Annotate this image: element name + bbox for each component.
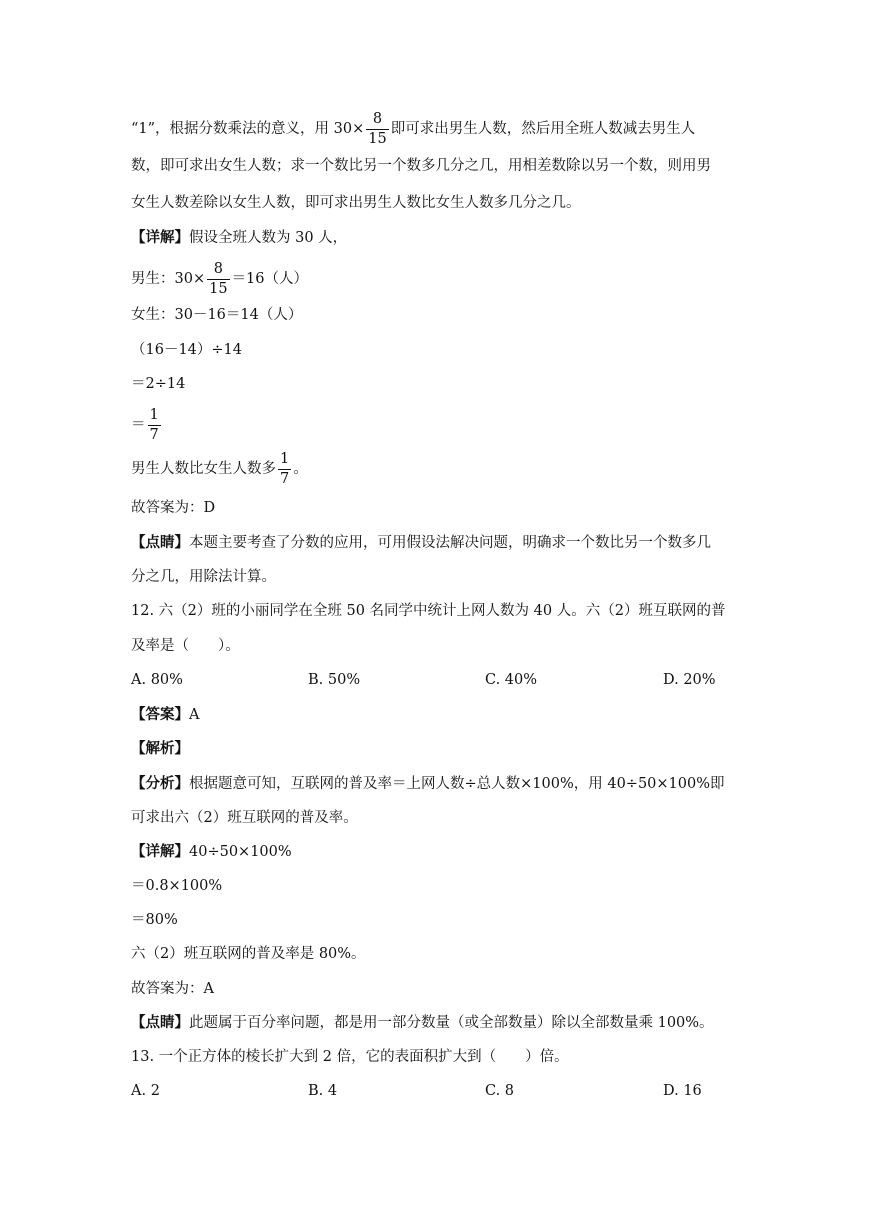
text-span: 。: [293, 461, 308, 477]
option-c: C. 8: [485, 1083, 515, 1099]
text-span: ＝16（人）: [231, 271, 309, 287]
option-c: C. 40%: [485, 672, 538, 688]
analysis-tag: 【解析】: [131, 740, 189, 757]
section-tag: 【点睛】: [131, 1014, 189, 1031]
text-span: 此题属于百分率问题，都是用一部分数量（或全部数量）除以全部数量乘 100%。: [189, 1015, 714, 1031]
section-tag: 【答案】: [131, 706, 189, 723]
equation-line: [131, 408, 163, 442]
option-b: B. 4: [308, 1083, 338, 1099]
text-line: 数，即可求出女生人数；求一个数比另一个数多几分之几，用相差数除以另一个数，则用男: [131, 158, 711, 174]
comment-line: [131, 533, 711, 553]
detail-line: [131, 842, 292, 862]
option-a: A. 80%: [131, 672, 183, 688]
answer-line: 故答案为：D: [131, 500, 216, 516]
fraction-denominator: 7: [149, 426, 159, 443]
question-13-stem: 13. 一个正方体的棱长扩大到 2 倍，它的表面积扩大到（ ）倍。: [131, 1049, 569, 1065]
fraction-numerator: 1: [148, 408, 161, 426]
answer-value: A: [189, 707, 200, 723]
question-12-stem: 12. 六（2）班的小丽同学在全班 50 名同学中统计上网人数为 40 人。六（2）班互联网的普: [131, 603, 726, 619]
text-span: 男生人数比女生人数多: [131, 461, 276, 477]
answer-line: 故答案为：A: [131, 981, 214, 997]
equation-line: ＝80%: [131, 912, 178, 928]
option-d: D. 20%: [663, 672, 716, 688]
fraction-numerator: 8: [207, 262, 229, 280]
fraction: [207, 262, 229, 296]
option-a: A. 2: [131, 1083, 160, 1099]
analysis-line: [131, 774, 725, 794]
text-span: 男生：30×: [131, 271, 206, 287]
option-b: B. 50%: [308, 672, 361, 688]
text-span: 根据题意可知，互联网的普及率＝上网人数÷总人数×100%，用 40÷50×100%即: [189, 776, 725, 792]
section-tag: 【分析】: [131, 775, 189, 792]
equation-line: （16－14）÷14: [131, 342, 243, 358]
text-span: “1”，根据分数乘法的意义，用 30×: [131, 121, 365, 137]
section-tag: 【点睛】: [131, 534, 189, 551]
fraction-denominator: 15: [209, 280, 228, 297]
comment-line: 分之几，用除法计算。: [131, 569, 276, 585]
fraction: [366, 112, 388, 146]
analysis-line: 可求出六（2）班互联网的普及率。: [131, 810, 358, 826]
question-12-stem: 及率是（ ）。: [131, 638, 240, 654]
text-line: 女生人数差除以女生人数，即可求出男生人数比女生人数多几分之几。: [131, 195, 581, 211]
fraction: [148, 408, 161, 442]
text-span: ＝: [131, 417, 146, 433]
fraction-denominator: 7: [280, 470, 290, 487]
equation-line: ＝0.8×100%: [131, 878, 223, 894]
answer-line: [131, 705, 199, 725]
text-span: 即可求出男生人数，然后用全班人数减去男生人: [390, 121, 696, 137]
fraction-denominator: 15: [368, 130, 387, 147]
text-span: 40÷50×100%: [189, 844, 292, 860]
fraction-numerator: 8: [366, 112, 388, 130]
detail-line: [131, 228, 347, 248]
text-span: 假设全班人数为 30 人，: [189, 230, 348, 246]
comment-line: [131, 1013, 714, 1033]
section-tag: 【详解】: [131, 229, 189, 246]
text-span: 本题主要考查了分数的应用，可用假设法解决问题，明确求一个数比另一个数多几: [189, 535, 711, 551]
text-line: [131, 452, 308, 486]
section-tag: 【详解】: [131, 843, 189, 860]
equation-line: 女生：30－16＝14（人）: [131, 307, 303, 323]
equation-line: ＝2÷14: [131, 376, 186, 392]
fraction: [278, 452, 291, 486]
text-line: 六（2）班互联网的普及率是 80%。: [131, 946, 366, 962]
text-line: [131, 112, 695, 146]
equation-line: [131, 262, 308, 296]
fraction-numerator: 1: [278, 452, 291, 470]
option-d: D. 16: [663, 1083, 702, 1099]
